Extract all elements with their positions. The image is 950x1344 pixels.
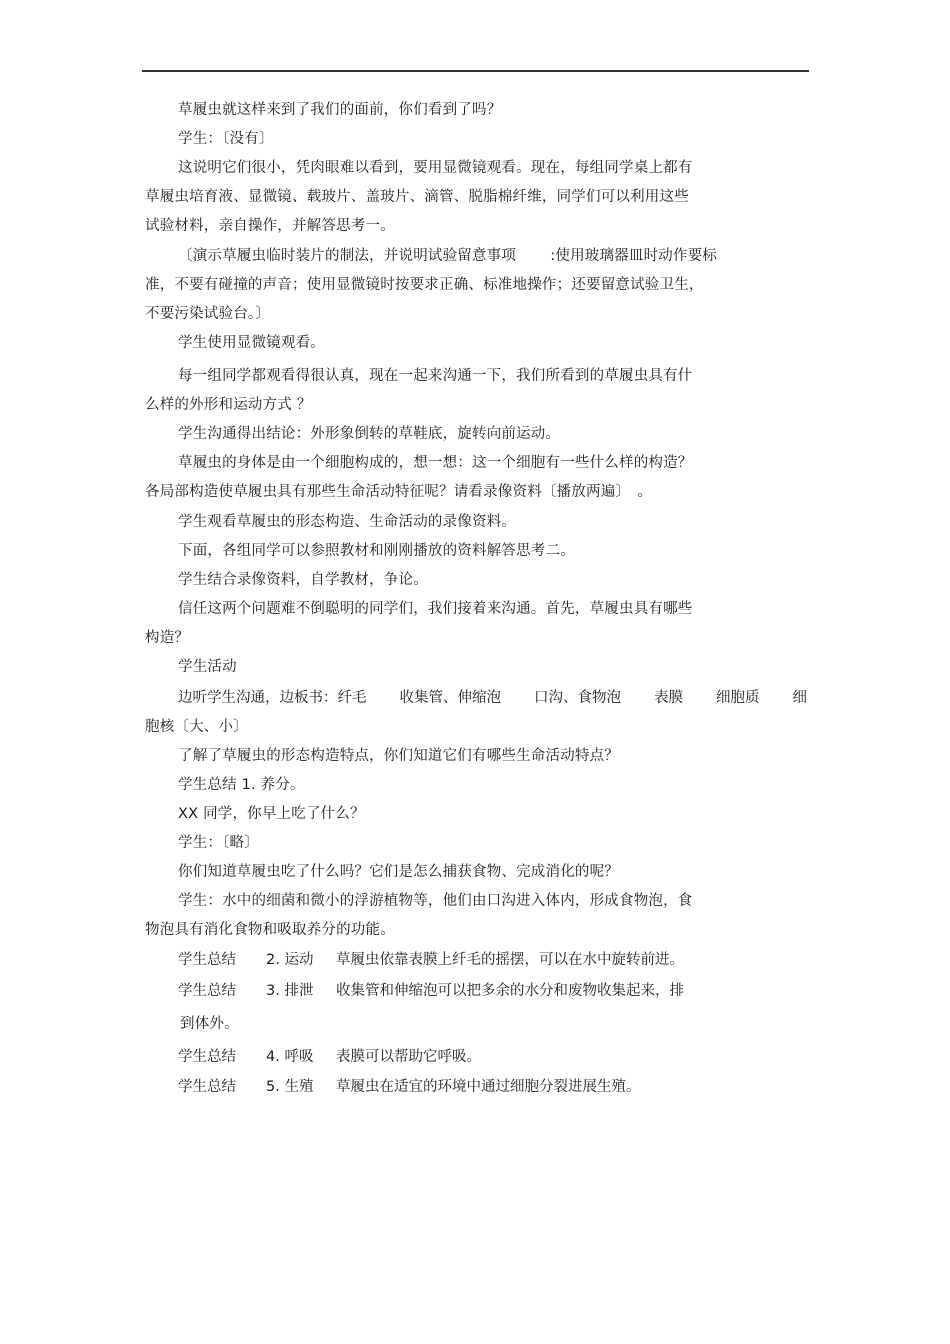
paragraph-line: 学生：水中的细菌和微小的浮游植物等，他们由口沟进入体内，形成食物泡，食 — [178, 893, 693, 909]
paragraph-line: 学生：〔略〕 — [178, 835, 259, 851]
paragraph-line: 学生结合录像资料，自学教材，争论。 — [178, 572, 428, 588]
summary-text: 表膜可以帮助它呼吸。 — [336, 1049, 481, 1065]
paragraph-line: 每一组同学都观看得很认真，现在一起来沟通一下，我们所看到的草履虫具有什 — [178, 368, 693, 384]
summary-label: 学生总结 — [178, 952, 236, 968]
paragraph-line: 胞核〔大、小〕 — [145, 719, 248, 735]
paragraph-line: 不要污染试验台。〕 — [145, 306, 271, 322]
paragraph-line: 草履虫培育液、显微镜、载玻片、盖玻片、滴管、脱脂棉纤维，同学们可以利用这些 — [145, 189, 689, 205]
summary-text: 收集管和伸缩泡可以把多余的水分和废物收集起来，排 — [336, 983, 684, 999]
paragraph-line: XX 同学，你早上吃了什么？ — [178, 806, 365, 822]
paragraph-line: 物泡具有消化食物和吸取养分的功能。 — [145, 922, 395, 938]
board-item: 表膜 — [654, 690, 683, 706]
paragraph-line: 么样的外形和运动方式 ？ — [145, 397, 312, 413]
paragraph-line: 草履虫就这样来到了我们的面前，你们看到了吗？ — [178, 102, 502, 118]
summary-text: 草履虫在适宜的环境中通过细胞分裂进展生殖。 — [336, 1079, 641, 1095]
paragraph-line: 了解了草履虫的形态构造特点，你们知道它们有哪些生命活动特点？ — [178, 748, 619, 764]
board-item: 边听学生沟通，边板书：纤毛 — [178, 690, 367, 706]
summary-line — [178, 950, 684, 970]
paragraph-line: 学生活动 — [178, 659, 237, 675]
paragraph-line: 各局部构造使草履虫具有那些生命活动特征呢？请看录像资料〔播放两遍〕 。 — [145, 484, 653, 500]
blackboard-notes — [178, 688, 807, 708]
paragraph-line: 学生总结 1. 养分。 — [178, 777, 305, 793]
summary-line — [178, 1047, 481, 1067]
paragraph-line: 到体外。 — [180, 1016, 239, 1032]
paragraph-line: 〔演示草履虫临时装片的制法，并说明试验留意事项 :使用玻璃器皿时动作要标 — [178, 248, 718, 264]
summary-label: 学生总结 — [178, 983, 236, 999]
summary-line — [178, 981, 684, 1001]
summary-number: 2. 运动 — [266, 952, 314, 968]
paragraph-line: 学生使用显微镜观看。 — [178, 335, 325, 351]
paragraph-line: 学生观看草履虫的形态构造、生命活动的录像资料。 — [178, 514, 517, 530]
board-item: 细 — [792, 690, 807, 706]
paragraph-line: 准，不要有碰撞的声音；使用显微镜时按要求正确、标准地操作；还要留意试验卫生， — [145, 277, 704, 293]
summary-number: 4. 呼吸 — [266, 1049, 314, 1065]
paragraph-line: 草履虫的身体是由一个细胞构成的，想一想：这一个细胞有一些什么样的构造？ — [178, 455, 693, 471]
summary-number: 3. 排泄 — [266, 983, 314, 999]
paragraph-line: 学生沟通得出结论：外形象倒转的草鞋底，旋转向前运动。 — [178, 426, 561, 442]
board-item: 收集管、伸缩泡 — [399, 690, 501, 706]
paragraph-line: 这说明它们很小，凭肉眼难以看到，要用显微镜观看。现在，每组同学桌上都有 — [178, 160, 693, 176]
summary-label: 学生总结 — [178, 1079, 236, 1095]
summary-label: 学生总结 — [178, 1049, 236, 1065]
paragraph-line: 学生：〔没有〕 — [178, 131, 274, 147]
paragraph-line: 信任这两个问题难不倒聪明的同学们，我们接着来沟通。首先，草履虫具有哪些 — [178, 601, 693, 617]
paragraph-line: 试验材料，亲自操作，并解答思考一。 — [145, 218, 395, 234]
board-item: 细胞质 — [716, 690, 760, 706]
paragraph-line: 你们知道草履虫吃了什么吗？它们是怎么捕获食物、完成消化的呢？ — [178, 864, 619, 880]
board-item: 口沟、食物泡 — [534, 690, 621, 706]
header-rule — [142, 70, 809, 72]
summary-number: 5. 生殖 — [266, 1079, 314, 1095]
paragraph-line: 下面，各组同学可以参照教材和刚刚播放的资料解答思考二。 — [178, 543, 575, 559]
summary-text: 草履虫依靠表膜上纤毛的摇摆，可以在水中旋转前进。 — [336, 952, 684, 968]
paragraph-line: 构造？ — [145, 630, 190, 646]
summary-line — [178, 1077, 641, 1097]
